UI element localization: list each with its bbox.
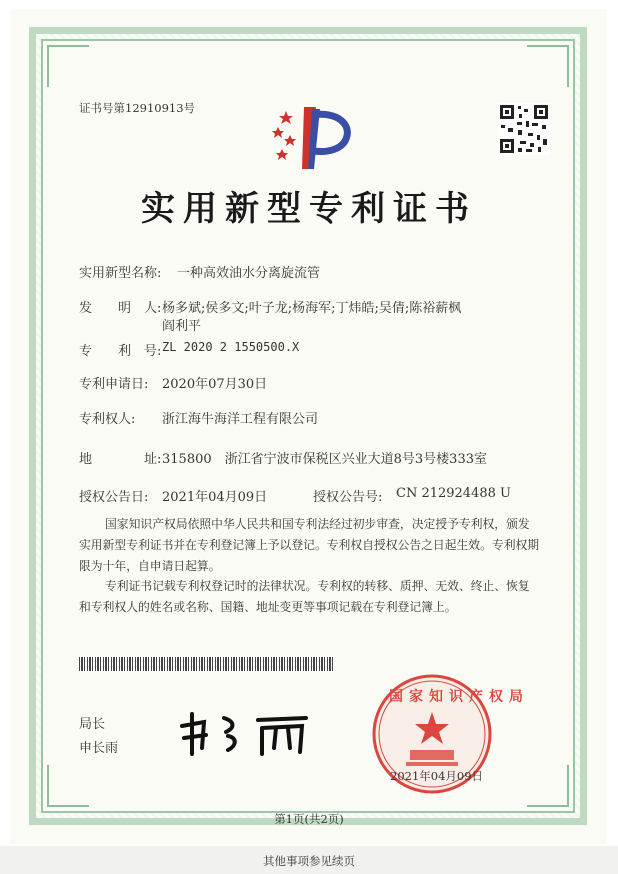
patent-number-value: ZL 2020 2 1550500.X: [162, 340, 300, 354]
certificate-number: 证书号第12910913号: [79, 101, 196, 115]
footer-note: 其他事项参见续页: [263, 854, 355, 868]
corner-ornament: [527, 45, 569, 87]
name-value: 一种高效油水分离旋流管: [177, 266, 321, 281]
grant-date-label: 授权公告日:: [79, 490, 149, 505]
patentee-value: 浙江海牛海洋工程有限公司: [162, 412, 319, 427]
footer-strip: [0, 846, 618, 874]
seal-date: 2021年04月09日: [390, 769, 484, 783]
corner-ornament: [527, 765, 569, 807]
barcode-icon: [79, 657, 335, 671]
grant-number-label: 授权公告号:: [313, 490, 383, 505]
certificate-title: 实用新型专利证书: [141, 189, 477, 229]
address-label: 地 址:: [79, 452, 162, 467]
grant-number-value: CN 212924488 U: [396, 486, 511, 501]
address-value: 315800 浙江省宁波市保税区兴业大道8号3号楼333室: [162, 452, 487, 467]
statement-paragraph-1: 国家知识产权局依照中华人民共和国专利法经过初步审查，决定授予专利权，颁发实用新型专利证书并在专利登记簿上予以登记。专利权自授权公告之日起生效。专利权期限为十年，自申请日起算。: [79, 517, 540, 573]
patent-number-label: 专 利 号:: [79, 344, 162, 359]
seal-text: 国家知识产权局: [389, 689, 529, 705]
statement-paragraph-2: 专利证书记载专利权登记时的法律状况。专利权的转移、质押、无效、终止、恢复和专利权人的姓名或名称、国籍、地址变更等事项记载在专利登记簿上。: [79, 579, 530, 614]
inventor-value-2: 阎利平: [162, 319, 202, 334]
application-date-value: 2020年07月30日: [162, 377, 268, 392]
application-date-label: 专利申请日:: [79, 377, 149, 392]
signer-name: 申长雨: [79, 741, 119, 756]
signature-icon: [176, 708, 316, 758]
cnipa-logo-icon: [268, 103, 358, 173]
grant-date-value: 2021年04月09日: [162, 490, 268, 505]
signer-title: 局长: [79, 717, 106, 732]
page-indicator: 第1页(共2页): [274, 812, 344, 826]
corner-ornament: [47, 45, 89, 87]
patentee-label: 专利权人:: [79, 412, 136, 427]
qr-code-icon: [498, 103, 550, 155]
corner-ornament: [47, 765, 89, 807]
inventor-label: 发 明 人:: [79, 301, 162, 316]
name-label: 实用新型名称:: [79, 266, 162, 281]
inventor-value: 杨多斌;侯多文;叶子龙;杨海军;丁炜皓;吴倩;陈裕薪枫: [162, 301, 462, 316]
